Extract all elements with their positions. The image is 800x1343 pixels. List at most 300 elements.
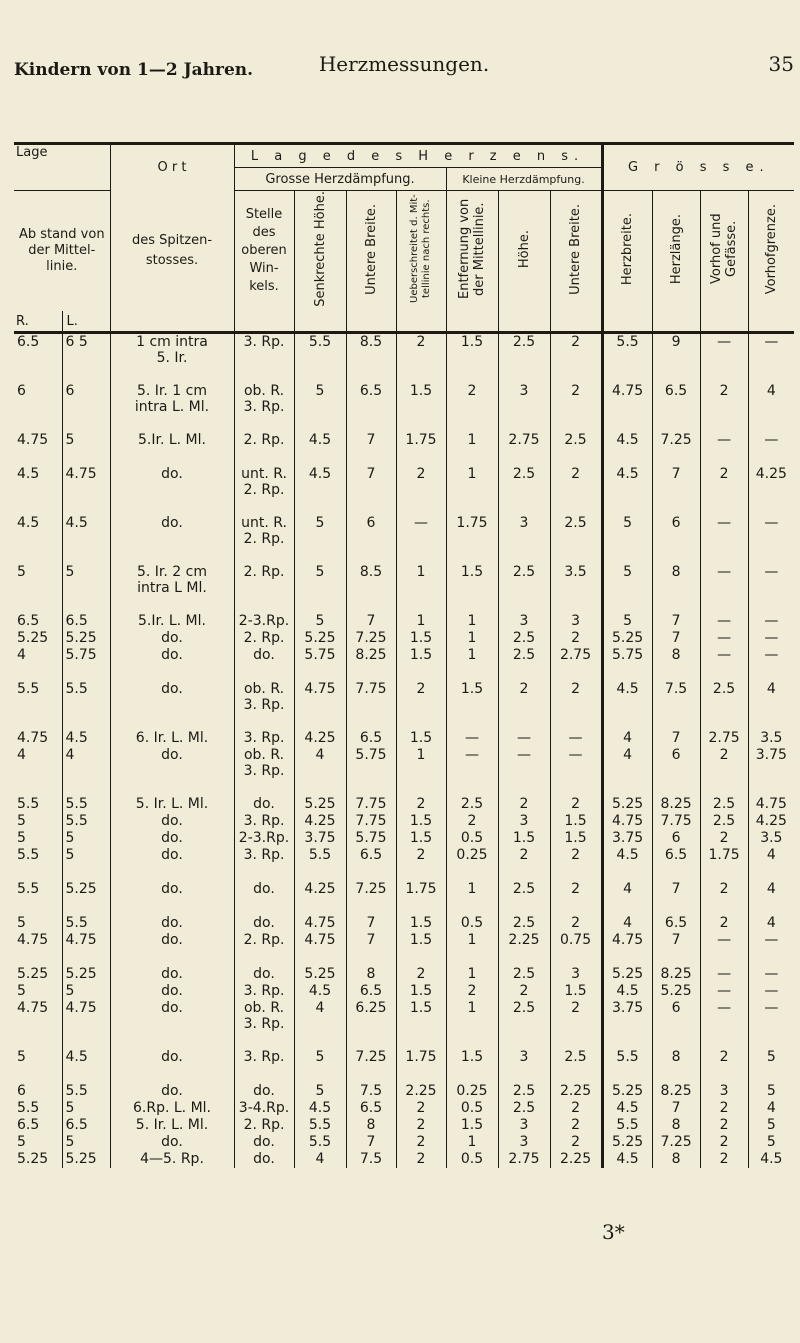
cell-vg [748,333,794,367]
cell-hb [602,1000,652,1032]
cell-vg [748,915,794,932]
cell-sh [294,432,346,449]
cell-ue [396,915,446,932]
cell-value: 5.5 [65,813,88,829]
cell-value: do. [161,747,183,763]
spacer-cell [602,415,652,432]
cell-value: 1.5 [460,1117,484,1133]
cell-hl [652,1083,700,1100]
cell-l [62,383,110,415]
spacer-cell [110,1066,234,1083]
cell-value: 2.5 [712,681,736,697]
cell-hl [652,333,700,367]
spacer-cell [14,449,62,466]
cell-value: 1 [467,432,477,448]
cell-value: 6 5 [65,334,88,350]
spacer-cell [652,1032,700,1049]
cell-hb [602,1151,652,1168]
cell-value: 4.75 [65,466,97,482]
cell-ue [396,1049,446,1066]
cell-value: 8 [671,1049,681,1065]
cell-value: 8.5 [359,334,383,350]
cell-hb [602,613,652,630]
cell-value: ob. R. [243,383,285,399]
spacer-cell [498,498,550,515]
cell-value: 2.5 [512,334,536,350]
cell-hb [602,966,652,983]
spacer-cell [234,779,294,796]
cell-value: 5.75 [355,830,387,846]
cell-l [62,681,110,713]
cell-value: 7.75 [355,681,387,697]
cell-value: 6.5 [359,983,383,999]
cell-value-line2: 3. Rp. [243,763,285,779]
cell-value: — [717,613,732,629]
spacer-cell [652,1066,700,1083]
cell-value: 5.25 [17,630,49,646]
cell-value: 4.5 [616,983,639,999]
cell-hl [652,613,700,630]
cell-value: 4 [623,730,633,746]
cell-ort [110,730,234,747]
cell-hl [652,383,700,415]
cell-ub [346,1151,396,1168]
cell-ub [346,630,396,647]
spacer-cell [396,1032,446,1049]
spacer-cell [110,1032,234,1049]
cell-value: 5.5 [17,881,40,897]
spacer-cell [396,547,446,564]
cell-value: 1 [416,564,426,580]
cell-value: 3. Rp. [243,813,285,829]
cell-value: 5 [17,1134,26,1150]
cell-sh [294,966,346,983]
cell-value: 1.5 [409,932,433,948]
cell-value: 2 [467,983,477,999]
cell-r [14,1000,62,1032]
cell-ho [498,466,550,498]
cell-value: 1 [467,1134,477,1150]
cell-r [14,847,62,864]
cell-value: 4.75 [17,1000,49,1016]
spacer-cell [748,779,794,796]
spacer-cell [346,864,396,881]
cell-value: 3 [519,1117,529,1133]
cell-value: 1.75 [405,432,437,448]
cell-l [62,747,110,779]
cell-value: 6.5 [664,915,688,931]
cell-hl [652,813,700,830]
cell-r [14,681,62,713]
cell-value: ob. R. [243,681,285,697]
cell-value: 2 [416,681,426,697]
cell-ub [346,730,396,747]
cell-value: 2 [416,1100,426,1116]
cell-value: do. [161,881,183,897]
cell-value: 6 [65,383,75,399]
col-ort-sub: des Spitzen- stosses. [110,191,234,312]
cell-value: 5 [17,983,26,999]
cell-value: 5.25 [65,881,97,897]
cell-l [62,881,110,898]
cell-value: 3.75 [304,830,336,846]
cell-ub2 [550,1000,602,1032]
spacer-cell [498,864,550,881]
cell-hl [652,966,700,983]
spacer-cell [110,898,234,915]
cell-vg [748,1151,794,1168]
cell-ub2 [550,847,602,864]
cell-ho [498,432,550,449]
spacer-cell [396,779,446,796]
spacer-cell [396,664,446,681]
cell-ub2 [550,747,602,779]
cell-value: 7.25 [660,1134,692,1150]
spacer-cell [110,415,234,432]
table-row [14,830,794,847]
cell-value: 4 [623,915,633,931]
cell-sh [294,847,346,864]
cell-vg [748,747,794,779]
cell-value: 5. Ir. L. Ml. [135,1117,209,1133]
cell-stelle [234,1134,294,1151]
cell-hb [602,813,652,830]
cell-ub [346,432,396,449]
cell-ent [446,432,498,449]
spacer-cell [234,415,294,432]
cell-value: 2 [416,334,426,350]
cell-value: do. [253,647,275,663]
cell-stelle [234,881,294,898]
cell-stelle [234,1083,294,1100]
cell-value: 5.5 [17,1100,40,1116]
cell-vo [700,813,748,830]
cell-ub [346,333,396,367]
spacer-cell [14,949,62,966]
spacer-cell [700,713,748,730]
cell-ub2 [550,333,602,367]
cell-vo [700,647,748,664]
cell-value: 2.5 [512,881,536,897]
cell-value: 1.5 [409,730,433,746]
cell-ub [346,830,396,847]
cell-vg [748,515,794,547]
spacer-cell [14,1032,62,1049]
cell-value: 4.25 [304,881,336,897]
cell-sh [294,1100,346,1117]
cell-ent [446,1049,498,1066]
cell-ent [446,613,498,630]
spacer-cell [294,449,346,466]
spacer-cell [446,366,498,383]
cell-ort [110,383,234,415]
cell-value: 3.75 [611,1000,644,1016]
cell-r [14,932,62,949]
cell-value: 8.25 [660,796,692,812]
cell-value: — [764,613,779,629]
cell-stelle [234,681,294,713]
cell-stelle [234,383,294,415]
cell-value: 8 [671,1117,681,1133]
cell-hl [652,830,700,847]
cell-ho [498,647,550,664]
cell-hb [602,432,652,449]
cell-ub2 [550,813,602,830]
cell-value: 8.5 [359,564,383,580]
cell-value: 1.5 [512,830,536,846]
cell-l [62,647,110,664]
spacer-cell [498,898,550,915]
cell-sh [294,881,346,898]
cell-hb [602,333,652,367]
cell-value: 4.5 [308,1100,332,1116]
spacer-cell [700,949,748,966]
cell-ho [498,915,550,932]
spacer-cell [446,547,498,564]
cell-ue [396,1134,446,1151]
spacer-cell [700,898,748,915]
spacer-cell [700,664,748,681]
cell-ub [346,813,396,830]
spacer-cell [652,498,700,515]
cell-ue [396,1000,446,1032]
cell-ort [110,813,234,830]
cell-value: 5.75 [611,647,644,663]
cell-value: 4.5 [65,730,88,746]
cell-value: 2. Rp. [243,1117,285,1133]
cell-r [14,1049,62,1066]
spacer-cell [446,498,498,515]
cell-vg [748,630,794,647]
cell-ort [110,915,234,932]
cell-value: 3 [519,383,529,399]
cell-hl [652,915,700,932]
spacer-cell [14,596,62,613]
cell-ho [498,847,550,864]
cell-sh [294,466,346,498]
cell-value: 2 [416,966,426,982]
cell-value: 4.5 [17,515,40,531]
table-row [14,383,794,415]
table-row [14,1151,794,1168]
table-row [14,466,794,498]
cell-ent [446,881,498,898]
cell-value: 5.5 [308,1134,332,1150]
cell-value: 4.75 [17,432,49,448]
cell-ho [498,796,550,813]
spacer-cell [346,1066,396,1083]
spacer-cell [294,713,346,730]
cell-value: — [517,730,531,746]
cell-value: 4.75 [611,813,644,829]
cell-l [62,1049,110,1066]
cell-value: 5.25 [65,630,97,646]
cell-value: — [764,983,779,999]
spacer-cell [550,779,602,796]
cell-value: do. [161,630,183,646]
cell-value: do. [253,1134,275,1150]
cell-value: 1 [467,466,477,482]
cell-r [14,730,62,747]
page-header [14,52,794,84]
cell-value: 6 [671,830,681,846]
cell-vg [748,813,794,830]
spacer-cell [110,596,234,613]
cell-hl [652,681,700,713]
cell-ub [346,1134,396,1151]
spacer-cell [446,949,498,966]
cell-value: 7.75 [660,813,692,829]
cell-value: 5 [766,1083,776,1099]
spacer-cell [14,415,62,432]
cell-ub [346,613,396,630]
cell-ub2 [550,881,602,898]
cell-ort [110,1151,234,1168]
cell-value: 3. Rp. [243,1049,285,1065]
cell-value: 2.25 [559,1083,592,1099]
cell-ort [110,1049,234,1066]
cell-ub2 [550,915,602,932]
cell-value: 4 [623,747,633,763]
spacer-cell [234,1066,294,1083]
cell-sh [294,681,346,713]
cell-vg [748,647,794,664]
cell-value: 4.5 [17,466,40,482]
cell-value: 4.5 [760,1151,783,1167]
cell-ue [396,613,446,630]
spacer-cell [346,415,396,432]
spacer-cell [62,664,110,681]
cell-stelle [234,830,294,847]
cell-r [14,747,62,779]
cell-ub2 [550,432,602,449]
spacer-cell [550,713,602,730]
cell-value: do. [161,515,183,531]
col-r: R. [16,313,29,329]
cell-r [14,564,62,596]
cell-ho [498,681,550,713]
table-row [14,1083,794,1100]
cell-r [14,1134,62,1151]
cell-value: 2 [719,1049,729,1065]
cell-value: 3 [519,1049,529,1065]
spacer-cell [234,449,294,466]
cell-r [14,796,62,813]
cell-stelle [234,1117,294,1134]
cell-value: 2 [571,1134,580,1150]
cell-value: 4.75 [17,932,49,948]
spacer-cell [498,415,550,432]
cell-l [62,830,110,847]
cell-stelle [234,1000,294,1032]
cell-hb [602,796,652,813]
cell-vo [700,1049,748,1066]
cell-value: do. [161,830,183,846]
cell-value: 5.25 [660,983,692,999]
cell-ue [396,630,446,647]
cell-sh [294,915,346,932]
cell-value: 2 [571,1117,580,1133]
cell-ub [346,966,396,983]
spacer-cell [748,415,794,432]
cell-value: 1 [467,1000,477,1016]
cell-stelle [234,847,294,864]
cell-ub [346,1083,396,1100]
cell-value: — [568,747,583,763]
spacer-cell [294,664,346,681]
table-row [14,983,794,1000]
spacer-cell [446,415,498,432]
cell-value: 1 [467,630,477,646]
cell-value: 8 [366,966,376,982]
cell-value: 5.25 [611,966,644,982]
cell-ue [396,796,446,813]
cell-value: 2-3.Rp. [238,830,290,846]
cell-hl [652,747,700,779]
cell-stelle [234,1100,294,1117]
cell-ub [346,515,396,547]
cell-value: — [717,334,732,350]
cell-value: do. [161,647,183,663]
cell-value: 0.5 [460,1151,484,1167]
cell-value: 3 [519,613,529,629]
cell-value: 5.5 [616,1049,639,1065]
cell-value: 5.25 [304,796,336,812]
cell-ent [446,830,498,847]
spacer-cell [652,713,700,730]
cell-value: 5 [766,1049,776,1065]
spacer-cell [446,1066,498,1083]
cell-value: 7 [366,466,376,482]
cell-sh [294,515,346,547]
cell-value: 6.5 [664,383,688,399]
cell-ent [446,847,498,864]
cell-value: do. [161,915,183,931]
spacer-cell [700,1032,748,1049]
spacer-cell [14,664,62,681]
spacer-cell [346,596,396,613]
cell-value: 2.25 [405,1083,437,1099]
cell-value: 2 [571,1100,580,1116]
cell-sh [294,333,346,367]
cell-value: — [717,983,732,999]
cell-value: do. [253,966,275,982]
cell-value: 8 [671,647,681,663]
spacer-cell [62,366,110,383]
cell-l [62,915,110,932]
spacer-cell [748,864,794,881]
cell-value: 5 [315,383,325,399]
cell-vo [700,613,748,630]
cell-ue [396,830,446,847]
spacer-cell [62,1032,110,1049]
cell-value: 0.5 [460,1100,484,1116]
cell-ort [110,681,234,713]
cell-value: 2 [719,1117,729,1133]
cell-stelle [234,432,294,449]
cell-value: do. [161,932,183,948]
cell-value: 2 [719,1134,729,1150]
cell-stelle [234,747,294,779]
spacer-cell [748,596,794,613]
cell-value: 4 [65,747,75,763]
cell-hl [652,983,700,1000]
cell-l [62,1117,110,1134]
col-vorhofgrenze: Vorhofgrenze. [748,191,794,312]
cell-ue [396,1100,446,1117]
cell-ho [498,333,550,367]
cell-ub2 [550,613,602,630]
